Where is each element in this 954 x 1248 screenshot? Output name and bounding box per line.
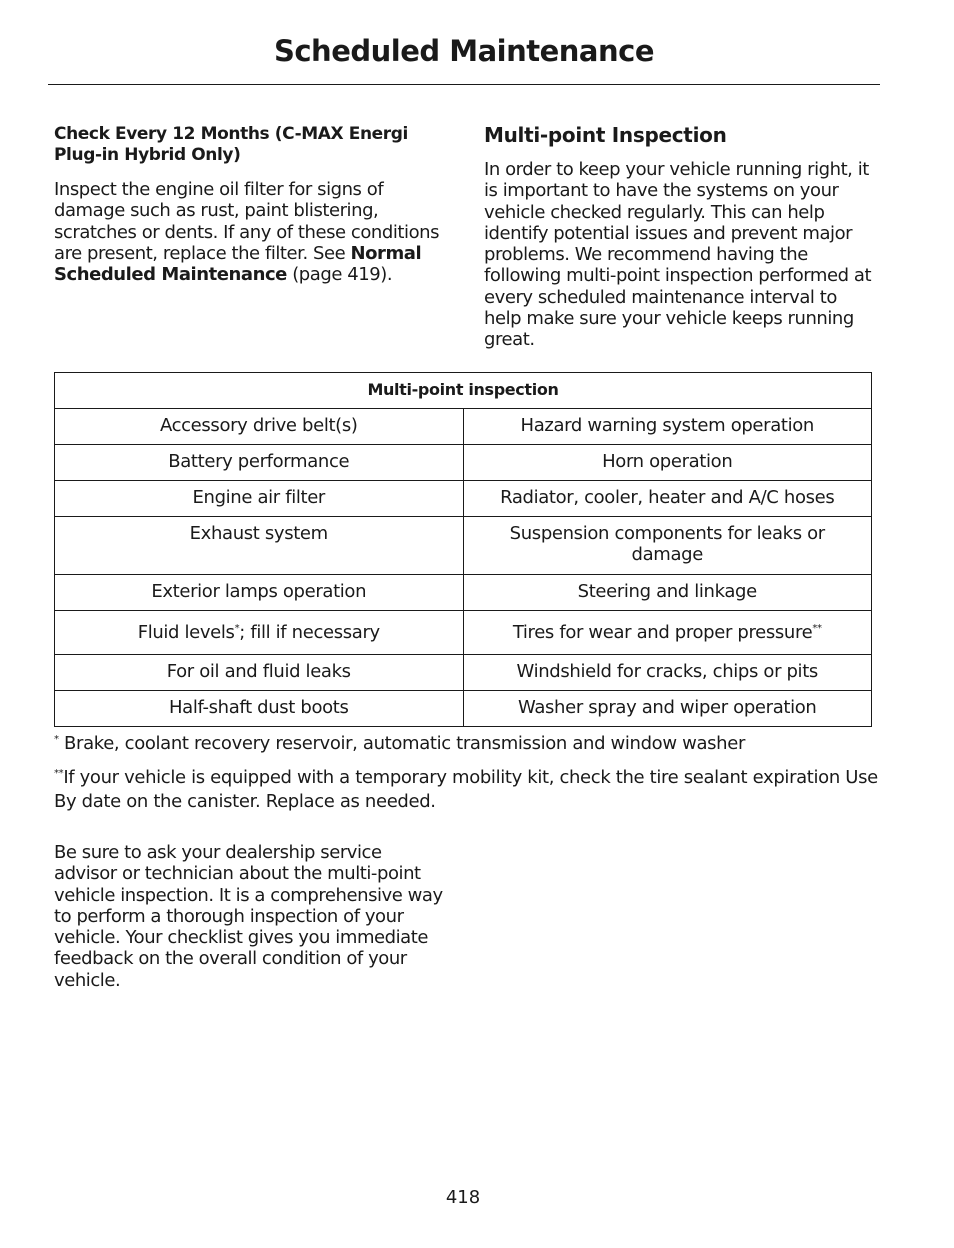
table-row (55, 517, 872, 575)
section-subheading: Check Every 12 Months (C-MAX Energi Plug-in Hybrid Only) (54, 124, 408, 165)
right-column (484, 122, 876, 351)
cell-text: ; fill if necessary (239, 622, 380, 643)
table-cell (55, 611, 464, 655)
table-cell (463, 611, 872, 655)
table-cell: Windshield for cracks, chips or pits (463, 655, 872, 691)
footnote-text: Brake, coolant recovery reservoir, automatic transmission and window washer (58, 733, 745, 754)
table-cell: Exterior lamps operation (55, 575, 464, 611)
page-title: Scheduled Maintenance (273, 34, 655, 68)
table-cell: Accessory drive belt(s) (55, 409, 464, 445)
oil-filter-paragraph (54, 179, 446, 285)
table-row (55, 445, 872, 481)
closing-paragraph: Be sure to ask your dealership service advisor or technician about the multi-point vehicle inspection. It is a comprehensive way to perform a thorough inspection of your vehicle. Your checklist gives you immediate feedback on the overall condition of your vehicle. (54, 842, 443, 991)
title-divider (48, 84, 880, 85)
table-cell: Washer spray and wiper operation (463, 691, 872, 727)
footnote-marker: * (234, 623, 240, 634)
footnote (54, 766, 884, 814)
cell-text: Tires for wear and proper pressure (512, 622, 813, 643)
intro-paragraph: In order to keep your vehicle running right, it is important to have the systems on your vehicle checked regularly. This can help identify potential issues and prevent major problems. We recommend having the following multi-point inspection performed at every scheduled maintenance interval to help make sure your vehicle keeps running great. (484, 159, 872, 351)
page-number: 418 (445, 1187, 481, 1208)
table-cell: For oil and fluid leaks (55, 655, 464, 691)
footnote-marker: * (54, 734, 59, 745)
table-header-row (55, 373, 872, 409)
table-cell: Battery performance (55, 445, 464, 481)
table-row (55, 481, 872, 517)
table-cell: Engine air filter (55, 481, 464, 517)
oil-filter-text: Inspect the engine oil filter for signs of damage such as rust, paint blistering, scratches or dents. If any of these conditions are present, replace the filter. See (54, 179, 440, 264)
cell-text: Fluid levels (137, 622, 235, 643)
table-row (55, 409, 872, 445)
left-column (54, 124, 446, 285)
inspection-table (54, 372, 872, 727)
table-cell: Half-shaft dust boots (55, 691, 464, 727)
footnotes (54, 732, 884, 824)
page-reference: (page 419). (292, 264, 393, 286)
table-cell: Steering and linkage (463, 575, 872, 611)
footnote-text: If your vehicle is equipped with a temporary mobility kit, check the tire sealant expiration Use By date on the canister. Replace as needed. (54, 767, 878, 812)
section-heading: Multi-point Inspection (484, 123, 727, 147)
footnote-marker: ** (54, 768, 64, 779)
footnote-marker: ** (812, 623, 822, 634)
table-header: Multi-point inspection (55, 373, 872, 409)
table-row (55, 611, 872, 655)
table-cell: Suspension components for leaks or damage (463, 517, 872, 575)
table-cell: Exhaust system (55, 517, 464, 575)
table-cell: Hazard warning system operation (463, 409, 872, 445)
table-row (55, 655, 872, 691)
table-row (55, 575, 872, 611)
table-row (55, 691, 872, 727)
table-cell: Horn operation (463, 445, 872, 481)
table-cell: Radiator, cooler, heater and A/C hoses (463, 481, 872, 517)
footnote (54, 732, 884, 756)
maintenance-reference-link[interactable]: Normal Scheduled Maintenance (54, 242, 422, 286)
